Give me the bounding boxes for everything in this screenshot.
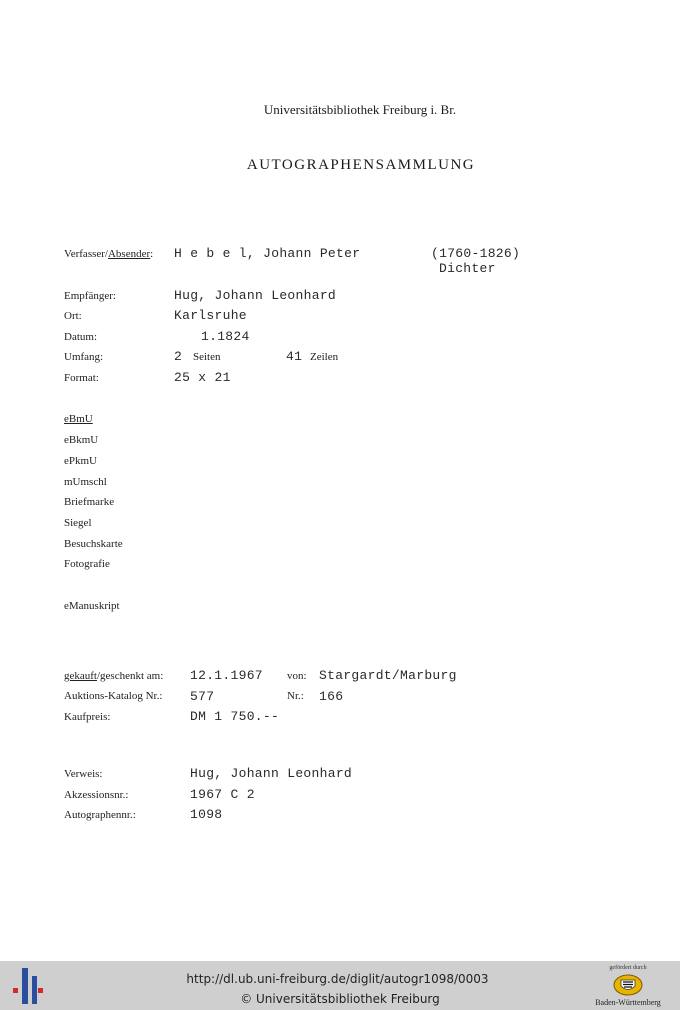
from-value: Stargardt/Marburg bbox=[319, 668, 457, 683]
accession-label: Akzessionsnr.: bbox=[64, 789, 129, 801]
extent-pages-value: 2 bbox=[174, 349, 183, 364]
recipient-value: Hug, Johann Leonhard bbox=[174, 288, 337, 303]
extent-lines-value: 41 bbox=[286, 349, 303, 364]
autograph-number-value: 1098 bbox=[190, 807, 223, 822]
attribute-emanuskript: eManuskript bbox=[64, 600, 120, 612]
price-value: DM 1 750.-- bbox=[190, 709, 280, 724]
reference-value: Hug, Johann Leonhard bbox=[190, 766, 353, 781]
funded-by-text: gefördert durch bbox=[609, 965, 647, 971]
attribute-siegel: Siegel bbox=[64, 517, 92, 529]
acquisition-label bbox=[64, 670, 163, 682]
place-label: Ort: bbox=[64, 310, 82, 322]
library-title: Universitätsbibliothek Freiburg i. Br. bbox=[263, 102, 457, 117]
attribute-epkmu: ePkmU bbox=[64, 455, 97, 467]
author-value: H e b e l, Johann Peter bbox=[174, 246, 361, 261]
attribute-mumschl: mUmschl bbox=[64, 476, 107, 488]
from-label: von: bbox=[287, 670, 307, 682]
author-label-b: Absender bbox=[107, 248, 151, 260]
attribute-besuchskarte: Besuchskarte bbox=[64, 538, 123, 550]
date-label: Datum: bbox=[64, 331, 97, 343]
author-label-colon: : bbox=[150, 248, 154, 260]
footer-bar bbox=[0, 961, 680, 1010]
reference-label: Verweis: bbox=[64, 768, 103, 780]
extent-label: Umfang: bbox=[64, 351, 104, 363]
funder-name: Baden-Württemberg bbox=[595, 998, 661, 1007]
author-label bbox=[64, 248, 153, 260]
date-value: 1.1824 bbox=[201, 329, 250, 344]
bought-label: gekauft bbox=[64, 670, 97, 682]
attribute-ebmu: eBmU bbox=[64, 413, 93, 425]
author-label-a: Verfasser/ bbox=[64, 248, 108, 260]
acquisition-date: 12.1.1967 bbox=[190, 668, 263, 683]
baden-wuerttemberg-crest-icon bbox=[612, 974, 644, 996]
attribute-briefmarke: Briefmarke bbox=[64, 496, 115, 508]
attribute-ebkmu: eBkmU bbox=[64, 434, 99, 446]
catalog-value: 577 bbox=[190, 689, 215, 704]
recipient-label: Empfänger: bbox=[64, 290, 116, 302]
permalink-url[interactable]: http://dl.ub.uni-freiburg.de/diglit/autogr1098/0003 bbox=[186, 972, 489, 986]
extent-lines-unit: Zeilen bbox=[310, 351, 339, 363]
price-label: Kaufpreis: bbox=[64, 711, 111, 723]
attribute-fotografie: Fotografie bbox=[64, 558, 110, 570]
number-value: 166 bbox=[319, 689, 344, 704]
copyright-text: © Universitätsbibliothek Freiburg bbox=[240, 992, 440, 1006]
extent-pages-unit: Seiten bbox=[193, 351, 221, 363]
collection-title: AUTOGRAPHENSAMMLUNG bbox=[246, 157, 476, 173]
format-label: Format: bbox=[64, 372, 99, 384]
author-role: Dichter bbox=[439, 261, 496, 276]
accession-value: 1967 C 2 bbox=[190, 787, 255, 802]
catalog-label: Auktions-Katalog Nr.: bbox=[64, 690, 163, 702]
number-label: Nr.: bbox=[287, 690, 304, 702]
gifted-label: /geschenkt am: bbox=[96, 670, 164, 682]
place-value: Karlsruhe bbox=[174, 308, 247, 323]
author-dates: (1760-1826) bbox=[431, 246, 521, 261]
autograph-number-label: Autographennr.: bbox=[64, 809, 136, 821]
format-value: 25 x 21 bbox=[174, 370, 231, 385]
